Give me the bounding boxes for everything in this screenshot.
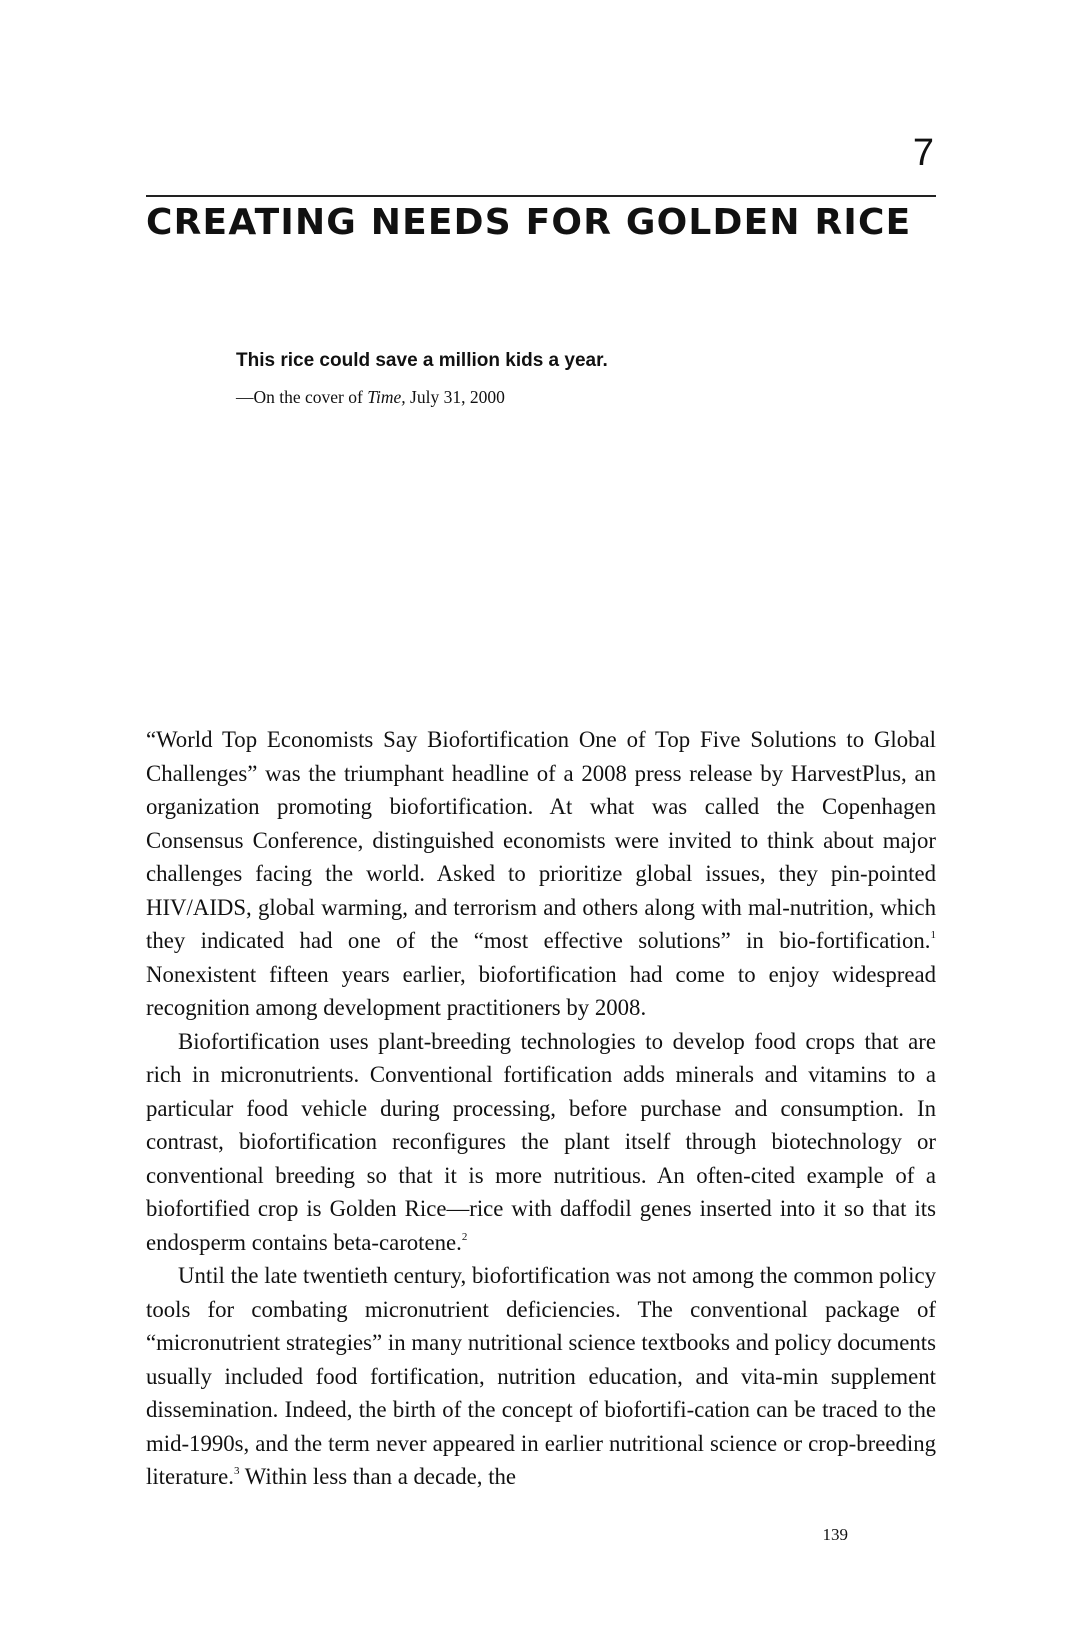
epigraph-source xyxy=(236,387,505,408)
paragraph-3 xyxy=(146,1259,936,1494)
paragraph-1 xyxy=(146,723,936,1025)
epigraph-publication: Time, xyxy=(367,387,406,407)
paragraph-tail: Within less than a decade, the xyxy=(239,1464,517,1489)
chapter-title: CREATING NEEDS FOR GOLDEN RICE xyxy=(146,202,912,243)
footnote-marker-1[interactable]: 1 xyxy=(930,929,936,942)
page-number-text: 139 xyxy=(822,1525,848,1544)
paragraph-2 xyxy=(146,1025,936,1260)
paragraph-text: Biofortification uses plant-breeding technologies to develop food crops that are rich in micronutrients. Conventional fortification adds minerals and vitamins to a particular food vehicle during processing, before purchase and consumption. In contrast, biofortification reconfigures the plant itself through biotechnology or conventional breeding so that it is more nutritious. An often-cited example of a biofortified crop is Golden Rice—rice with daffodil genes inserted into it so that its endosperm contains beta-carotene. xyxy=(146,1028,936,1255)
footnote-marker-2[interactable]: 2 xyxy=(461,1230,468,1243)
chapter-number: 7 xyxy=(912,132,934,174)
body-text xyxy=(146,723,936,1494)
paragraph-text: Until the late twentieth century, biofortification was not among the common policy tools for combating micronutrient deficiencies. The conventional package of “micronutrient strategies” in many nutritional science textbooks and policy documents usually included food fortification, nutrition education, and vita-min supplement dissemination. Indeed, the birth of the concept of biofortifi-cation can be traced to the mid-1990s, and the term never appeared in earlier nutritional science or crop-breeding literature. xyxy=(146,1263,936,1489)
footnote-marker-3[interactable]: 3 xyxy=(233,1465,240,1478)
paragraph-text: “World Top Economists Say Biofortification One of Top Five Solutions to Global Challenges” was the triumphant headline of a 2008 press release by HarvestPlus, an organization promoting biofortification. At what was called the Copenhagen Consensus Conference, distinguished economists were invited to think about major challenges facing the world. Asked to prioritize global issues, they pin-pointed HIV/AIDS, global warming, and terrorism and others along with mal-nutrition, which they indicated had one of the “most effective solutions” in bio-fortification. xyxy=(146,727,936,953)
epigraph-source-date: July 31, 2000 xyxy=(405,387,505,407)
paragraph-tail: Nonexistent fifteen years earlier, biofortification had come to enjoy widespread recognition among development practitioners by 2008. xyxy=(146,961,936,1020)
page-number xyxy=(0,1525,1070,1545)
chapter-rule xyxy=(146,195,936,197)
epigraph-source-prefix: —On the cover of xyxy=(236,387,368,407)
epigraph-quote: This rice could save a million kids a year. xyxy=(236,350,608,371)
